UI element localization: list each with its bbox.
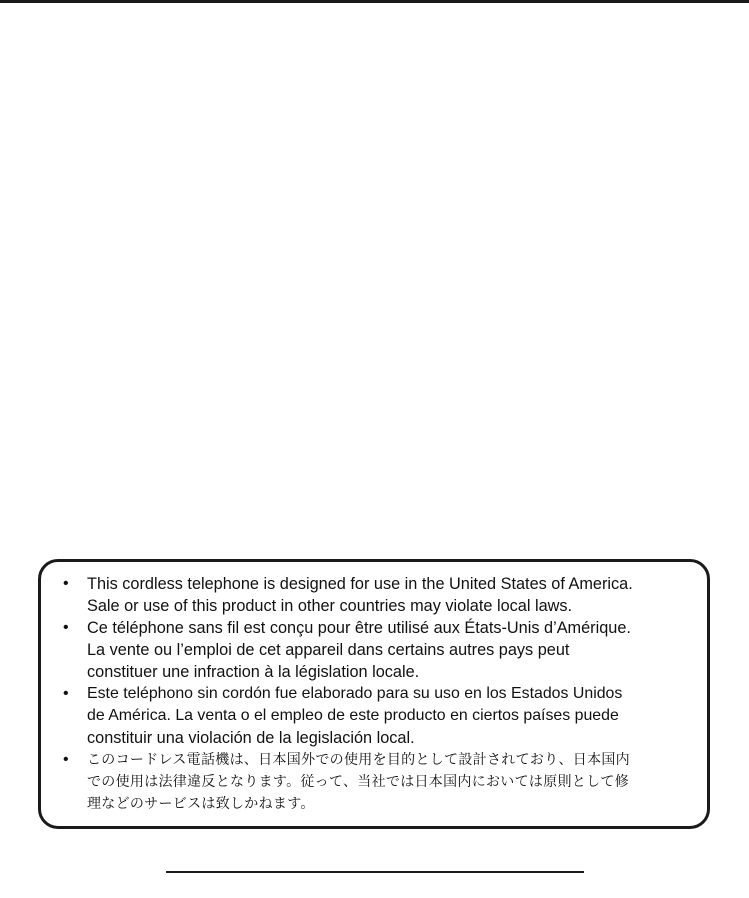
notice-line: このコードレス電話機は、日本国外での使用を目的として設計されており、日本国内 <box>87 752 630 768</box>
bullet-icon: • <box>63 685 69 702</box>
notice-line: La vente ou l’emploi de cet appareil dans certains autres pays peut <box>87 641 570 659</box>
bullet-icon: • <box>63 619 69 636</box>
notice-item-japanese <box>63 749 695 815</box>
regional-usage-notice-box <box>38 559 710 829</box>
notice-line: 理などのサービスは致しかねます。 <box>87 796 315 812</box>
notice-list <box>63 573 695 815</box>
top-horizontal-rule <box>0 0 749 3</box>
notice-line: constituer une infraction à la législation locale. <box>87 663 420 681</box>
bottom-horizontal-rule <box>166 871 584 873</box>
bullet-icon: • <box>63 575 69 592</box>
notice-item-english <box>63 573 695 617</box>
notice-item-french <box>63 617 695 683</box>
notice-line: constituir una violación de la legislación local. <box>87 729 415 747</box>
notice-line: での使用は法律違反となります。従って、当社では日本国内においては原則として修 <box>87 774 629 790</box>
notice-line: Este teléphono sin cordón fue elaborado para su uso en los Estados Unidos <box>87 685 623 702</box>
notice-line: Ce téléphone sans fil est conçu pour être utilisé aux États-Unis d’Amérique. <box>87 619 631 637</box>
notice-item-spanish <box>63 683 695 749</box>
notice-line: de América. La venta o el empleo de este producto en ciertos países puede <box>87 707 619 724</box>
bullet-icon: • <box>63 751 69 768</box>
notice-line: This cordless telephone is designed for use in the United States of America. <box>87 575 633 593</box>
notice-line: Sale or use of this product in other countries may violate local laws. <box>87 597 573 615</box>
